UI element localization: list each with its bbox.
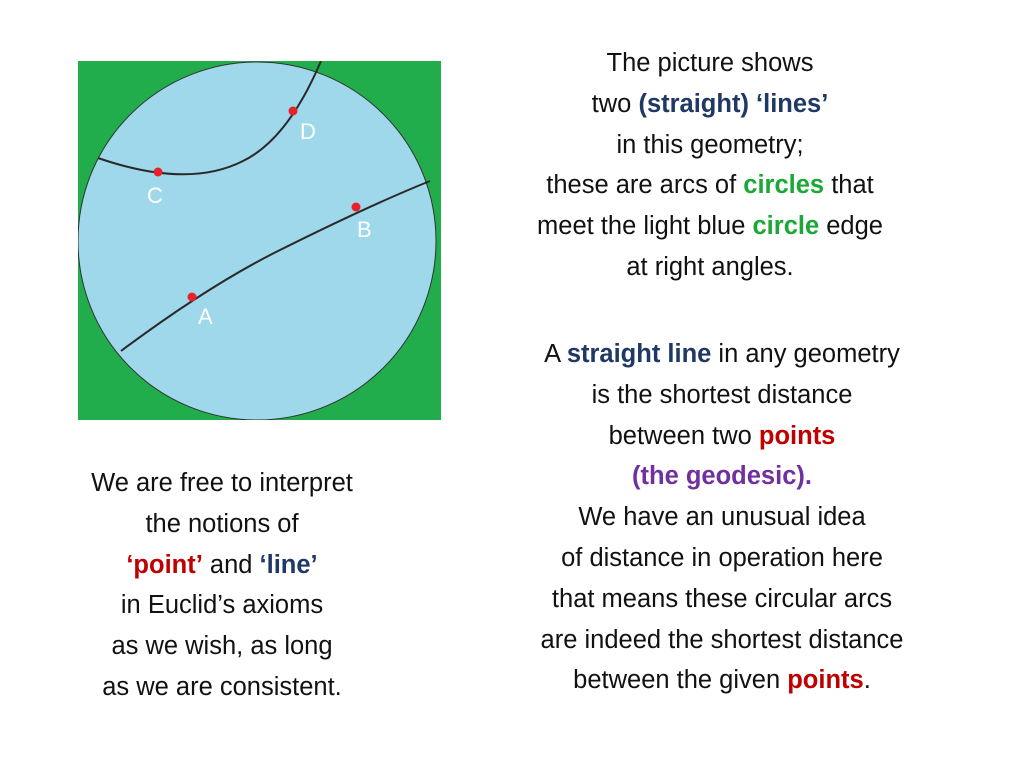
text-fragment: two (591, 89, 639, 118)
label-c: C (147, 183, 163, 208)
text-fragment: edge (819, 212, 883, 241)
emphasis-circles: circles (743, 171, 825, 200)
text-fragment: between two (608, 421, 759, 450)
text-line (20, 545, 424, 586)
text-fragment: in any geometry (711, 340, 900, 368)
text-fragment: A (544, 340, 567, 368)
text-line (480, 84, 940, 125)
geodesic-explanation (480, 334, 964, 701)
text-line (480, 660, 964, 701)
explanation-lines (480, 43, 940, 288)
label-b: B (357, 217, 372, 242)
point-d (289, 107, 298, 116)
label-a: A (198, 304, 213, 329)
text-line: in Euclid’s axioms (120, 591, 324, 620)
emphasis-line: ‘line’ (259, 550, 318, 579)
text-line: are indeed the shortest distance (540, 625, 904, 654)
text-line: We are free to interpret (91, 469, 353, 497)
poincare-disk-figure (78, 61, 441, 420)
text-line (480, 334, 964, 375)
point-a (188, 293, 197, 302)
emphasis-straight-lines: (straight) ‘lines’ (638, 89, 829, 118)
text-line: as we wish, as long (111, 632, 333, 661)
text-fragment: and (202, 550, 260, 579)
emphasis-points: points (787, 666, 864, 695)
point-b (352, 203, 361, 212)
text-line (480, 165, 940, 206)
text-line: The picture shows (606, 49, 814, 77)
poincare-disk-svg (78, 61, 441, 420)
emphasis-geodesic: (the geodesic). (632, 462, 812, 491)
emphasis-straight-line: straight line (566, 340, 712, 368)
text-fragment: meet the light blue (537, 212, 753, 241)
interpretation-note (20, 463, 424, 708)
text-line: is the shortest distance (591, 380, 853, 409)
point-c (154, 168, 163, 177)
text-line (480, 416, 964, 457)
text-fragment: these are arcs of (546, 171, 744, 200)
text-line: in this geometry; (616, 130, 804, 159)
text-line: of distance in operation here (561, 543, 883, 572)
text-fragment: between the given (573, 666, 788, 695)
label-d: D (300, 119, 316, 144)
text-line: as we are consistent. (102, 672, 342, 701)
text-line (480, 206, 940, 247)
light-blue-disk (78, 62, 436, 420)
text-line: at right angles. (626, 252, 794, 281)
emphasis-point: ‘point’ (126, 550, 203, 579)
text-line: that means these circular arcs (551, 584, 893, 613)
text-line: We have an unusual idea (578, 503, 866, 532)
emphasis-circle: circle (752, 212, 820, 241)
text-fragment: that (824, 171, 874, 200)
text-fragment: . (863, 666, 871, 695)
emphasis-points: points (758, 421, 836, 450)
text-line: the notions of (145, 509, 299, 538)
